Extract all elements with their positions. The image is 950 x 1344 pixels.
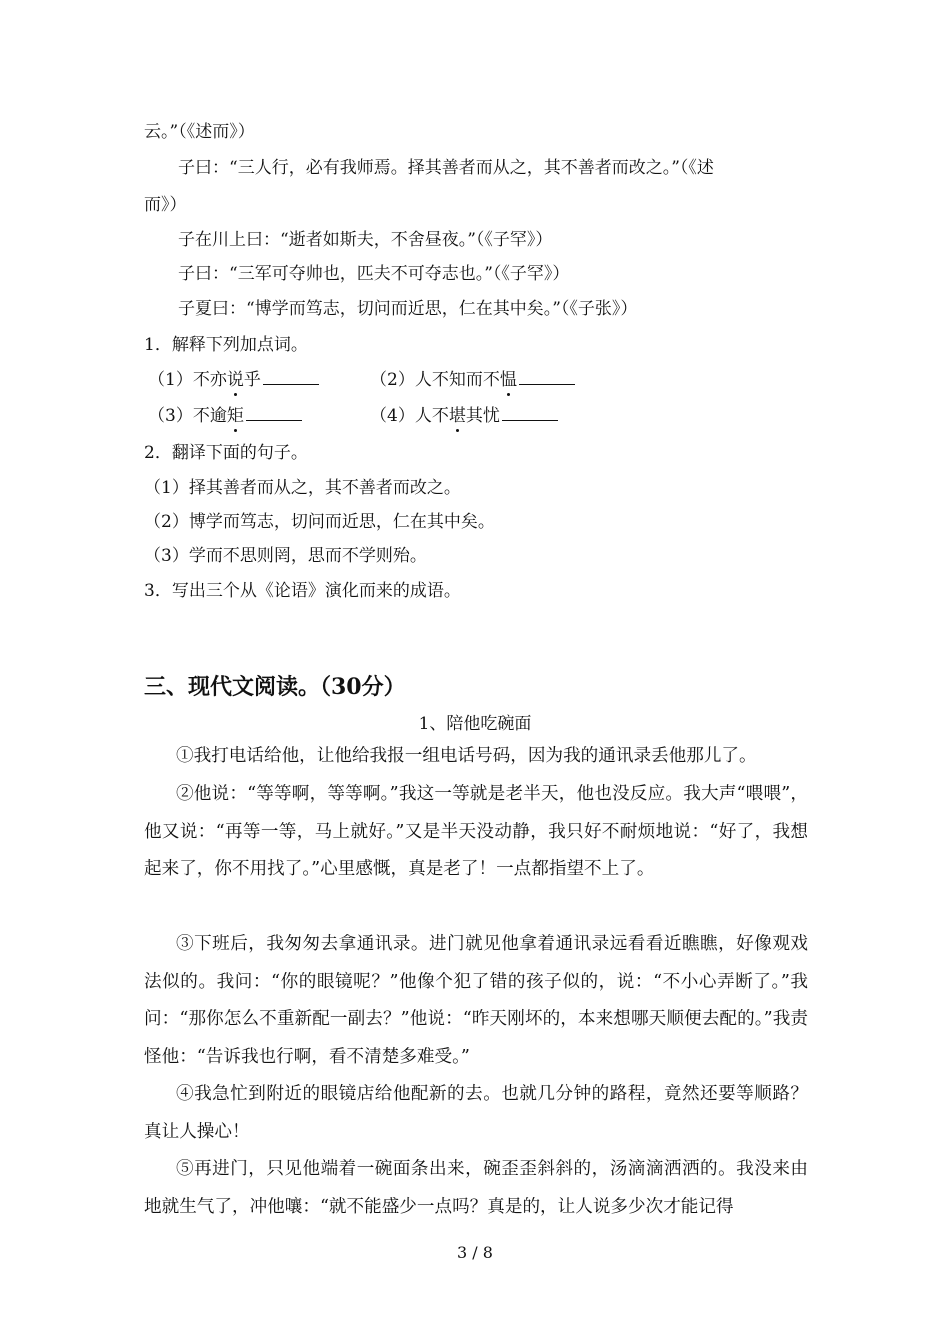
classical-text-line: 而》）	[144, 195, 187, 215]
section-heading: 三、现代文阅读。（30分）	[144, 674, 406, 700]
dotted-character: 堪	[448, 406, 466, 426]
classical-text-line: 子在川上曰：“逝者如斯夫，不舍昼夜。”（《子罕》）	[178, 230, 553, 250]
question-1-title: 1．解释下列加点词。	[144, 335, 308, 355]
passage-paragraph: ③下班后，我匆匆去拿通讯录。进门就见他拿着通讯录远看看近瞧瞧，好像观戏法似的。我问：“你的眼镜呢？”他像个犯了错的孩子似的，说：“不小心弄断了。”我问：“那你怎么不重新配一副去？”他说：“昨天刚坏的，本来想哪天顺便去配的。”我责怪他：“告诉我也行啊，看不清楚多难受。”	[144, 934, 808, 1067]
question-1-item: （3）不逾矩	[148, 403, 302, 428]
dotted-character: 矩	[226, 406, 244, 426]
passage-paragraph: ④我急忙到附近的眼镜店给他配新的去。也就几分钟的路程，竟然还要等顺路？真让人操心！	[144, 1084, 808, 1142]
question-3-title: 3．写出三个从《论语》演化而来的成语。	[144, 581, 461, 601]
answer-blank[interactable]	[502, 403, 558, 421]
passage-paragraph: ⑤再进门，只见他端着一碗面条出来，碗歪歪斜斜的，汤滴滴洒洒的。我没来由地就生气了，冲他嚷：“就不能盛少一点吗？真是的，让人说多少次才能记得	[144, 1159, 808, 1217]
classical-text-line: 子夏曰：“博学而笃志，切问而近思，仁在其中矣。”（《子张》）	[178, 299, 638, 319]
classical-text-line: 子曰：“三人行，必有我师焉。择其善者而从之，其不善者而改之。”（《述	[178, 158, 714, 178]
question-1-item: （2）人不知而不愠	[370, 367, 575, 392]
answer-blank[interactable]	[263, 367, 319, 385]
page-number: 3 / 8	[457, 1243, 493, 1262]
answer-blank[interactable]	[246, 403, 302, 421]
passage-title: 1、陪他吃碗面	[418, 714, 532, 734]
question-1-item: （4）人不堪其忧	[370, 403, 558, 428]
classical-text-line: 子曰：“三军可夺帅也，匹夫不可夺志也。”（《子罕》）	[178, 264, 570, 284]
dotted-character: 说	[226, 370, 244, 390]
question-2-item: （2）博学而笃志，切问而近思，仁在其中矣。	[144, 512, 495, 532]
classical-text-line: 云。”（《述而》）	[144, 122, 255, 142]
dotted-character: 愠	[499, 370, 517, 390]
question-2-title: 2．翻译下面的句子。	[144, 443, 308, 463]
passage-paragraph: ①我打电话给他，让他给我报一组电话号码，因为我的通讯录丢他那儿了。	[176, 746, 757, 766]
question-2-item: （3）学而不思则罔，思而不学则殆。	[144, 546, 427, 566]
passage-paragraph: ②他说：“等等啊，等等啊。”我这一等就是老半天，他也没反应。我大声“喂喂”，他又说：“再等一等，马上就好。”又是半天没动静，我只好不耐烦地说：“好了，我想起来了，你不用找了。”心里感慨，真是老了！一点都指望不上了。	[144, 784, 808, 879]
question-2-item: （1）择其善者而从之，其不善者而改之。	[144, 478, 461, 498]
answer-blank[interactable]	[519, 367, 575, 385]
question-1-item: （1）不亦说乎	[148, 367, 319, 392]
